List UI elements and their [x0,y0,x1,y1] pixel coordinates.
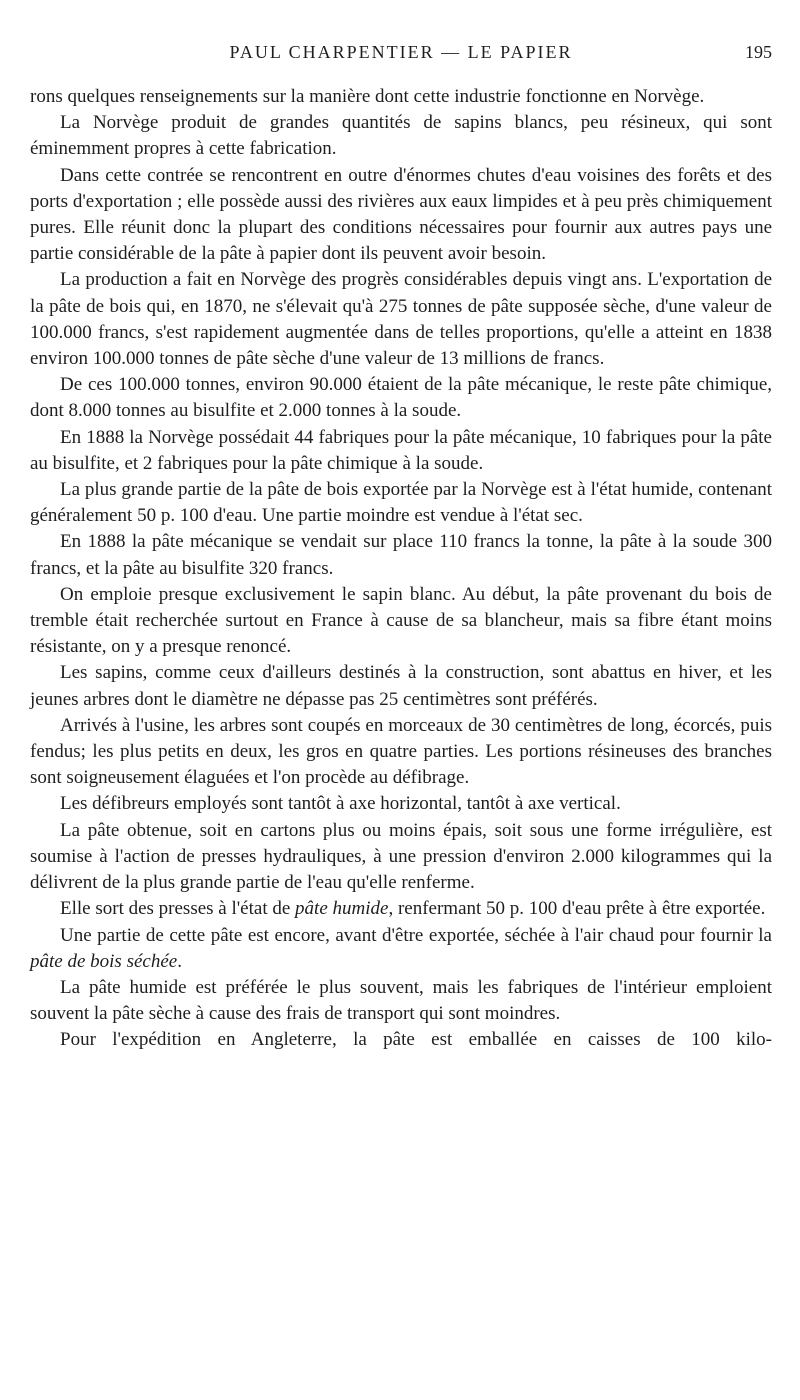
paragraph: Dans cette contrée se rencontrent en outre d'énormes chutes d'eau voisines des forêts et des ports d'exportation ; elle possède aussi des rivières aux eaux limpides et à peu près chimiquement pures. Elle réunit donc la plupart des conditions nécessaires pour fournir aux autres pays une partie considérable de la pâte à papier dont ils peuvent avoir besoin. [30,164,772,265]
paragraph: Pour l'expédition en Angleterre, la pâte est emballée en caisses de 100 kilo- [60,1029,772,1051]
paragraph: En 1888 la Norvège possédait 44 fabriques pour la pâte mécanique, 10 fabriques pour la pâte au bisulfite, et 2 fabriques pour la pâte chimique à la soude. [30,426,772,474]
paragraph: Les sapins, comme ceux d'ailleurs destinés à la construction, sont abattus en hiver, et les jeunes arbres dont le diamètre ne dépasse pas 25 centimètres sont préférés. [30,662,772,710]
page-header [30,38,772,66]
paragraph: En 1888 la pâte mécanique se vendait sur place 110 francs la tonne, la pâte à la soude 300 francs, et la pâte au bisulfite 320 francs. [30,531,772,579]
paragraph: rons quelques renseignements sur la manière dont cette industrie fonctionne en Norvège. [30,86,705,107]
paragraph [30,923,772,975]
paragraph: La pâte obtenue, soit en cartons plus ou moins épais, soit sous une forme irrégulière, est soumise à l'action de presses hydrauliques, à une pression d'environ 2.000 kilogrammes qui la délivrent de la plus grande partie de l'eau qu'elle renferme. [30,819,772,894]
paragraph-text: . [177,950,182,972]
paragraph-text: , renfermant 50 p. 100 d'eau prête à être exportée. [388,898,766,920]
paragraph [30,896,772,922]
paragraph: On emploie presque exclusivement le sapin blanc. Au début, la pâte provenant du bois de tremble était recherchée surtout en France à cause de sa blancheur, mais sa fibre étant moins résistante, on y a presque renoncé. [30,583,772,658]
paragraph: La Norvège produit de grandes quantités de sapins blancs, peu résineux, qui sont éminemment propres à cette fabrication. [30,112,772,160]
paragraph: Arrivés à l'usine, les arbres sont coupés en morceaux de 30 centimètres de long, écorcés, puis fendus; les plus petits en deux, les gros en quatre parties. Les portions résineuses des branches sont soigneusement élaguées et l'on procède au défibrage. [30,714,772,789]
paragraph: La plus grande partie de la pâte de bois exportée par la Norvège est à l'état humide, contenant généralement 50 p. 100 d'eau. Une partie moindre est vendue à l'état sec. [30,479,772,527]
running-title: PAUL CHARPENTIER — LE PAPIER [229,42,573,62]
italic-term: pâte humide [295,898,389,920]
paragraph: Les défibreurs employés sont tantôt à axe horizontal, tantôt à axe vertical. [60,793,621,815]
paragraph: De ces 100.000 tonnes, environ 90.000 étaient de la pâte mécanique, le reste pâte chimique, dont 8.000 tonnes au bisulfite et 2.000 tonnes à la soude. [30,374,772,422]
paragraph-text: Une partie de cette pâte est encore, avant d'être exportée, séchée à l'air chaud pour fournir la [60,924,772,946]
body-text [30,84,772,1054]
paragraph: La production a fait en Norvège des progrès considérables depuis vingt ans. L'exportation de la pâte de bois qui, en 1870, ne s'élevait qu'à 275 tonnes de pâte supposée sèche, d'une valeur de 100.000 francs, s'est rapidement augmentée dans de telles proportions, qu'elle a atteint en 1838 environ 100.000 tonnes de pâte sèche d'une valeur de 13 millions de francs. [30,269,772,370]
page-number: 195 [745,42,772,62]
paragraph: La pâte humide est préférée le plus souvent, mais les fabriques de l'intérieur emploient souvent la pâte sèche à cause des frais de transport qui sont moindres. [30,976,772,1025]
italic-term: pâte de bois séchée [30,950,178,972]
paragraph-text: Elle sort des presses à l'état de [60,898,296,920]
